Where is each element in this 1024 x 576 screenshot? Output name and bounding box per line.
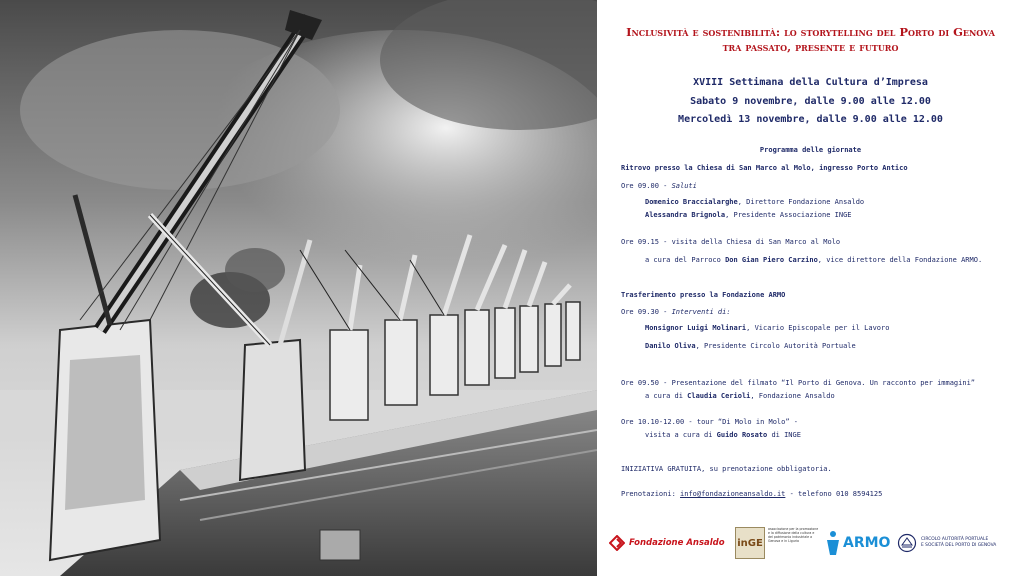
ansaldo-logo-text: Fondazione Ansaldo <box>629 538 725 548</box>
event-dates <box>597 74 1024 130</box>
speaker-molinari: Monsignor Luigi Molinari, Vicario Episcopale per il Lavoro <box>645 324 890 332</box>
session-tour: Ore 10.10-12.00 - tour “Di Molo in Molo” - <box>621 418 799 426</box>
meeting-point: Ritrovo presso la Chiesa di San Marco al Molo, ingresso Porto Antico <box>621 164 908 172</box>
event-title-line2: tra passato, presente e futuro <box>722 40 899 54</box>
armo-figure-icon <box>825 530 841 556</box>
ansaldo-mark-icon <box>609 535 625 551</box>
inge-logo-mark: inGE <box>735 527 765 559</box>
program-heading: Programma delle giornate <box>759 146 862 154</box>
session-greetings: Ore 09.00 - Saluti <box>621 182 697 190</box>
booking-info: Prenotazioni: info@fondazioneansaldo.it - telefono 010 8594125 <box>621 490 883 498</box>
speaker-carzino: a cura del Parroco Don Gian Piero Carzino, vice direttore della Fondazione ARMO. <box>645 256 983 264</box>
circolo-logo-text <box>921 537 996 549</box>
circolo-emblem-icon <box>897 533 917 553</box>
event-date-1: Sabato 9 novembre, dalle 9.00 alle 12.00 <box>690 95 931 107</box>
session-speeches: Ore 09.30 - Interventi di: <box>621 308 731 316</box>
inge-logo-desc: associazione per la promozione e la diffusione della cultura e del patrimonio industriale a Genova e in Liguria <box>768 527 819 543</box>
event-edition: XVIII Settimana della Cultura d’Impresa <box>693 77 928 88</box>
speaker-oliva: Danilo Oliva, Presidente Circolo Autorità Portuale <box>645 342 856 350</box>
speaker-braccialarghe: Domenico Braccialarghe, Direttore Fondazione Ansaldo <box>645 198 865 206</box>
invitation-panel <box>597 0 1024 576</box>
transfer-armo: Trasferimento presso la Fondazione ARMO <box>621 291 786 299</box>
session-film: Ore 09.50 - Presentazione del filmato “Il Porto di Genova. Un racconto per immagini” <box>621 379 976 387</box>
event-title <box>597 25 1024 55</box>
event-title-line1: Inclusività e sostenibilità: lo storytelling del Porto di Genova <box>626 25 995 39</box>
circolo-line1: CIRCOLO AUTORITÀ PORTUALE <box>921 537 989 542</box>
free-entry-note: INIZIATIVA GRATUITA, su prenotazione obbligatoria. <box>621 465 832 473</box>
speaker-cerioli: a cura di Claudia Cerioli, Fondazione Ansaldo <box>645 392 835 400</box>
logo-circolo-autorita-portuale <box>897 526 1017 560</box>
logo-fondazione-ansaldo <box>609 526 727 560</box>
speaker-brignola: Alessandra Brignola, Presidente Associazione INGE <box>645 211 852 219</box>
booking-email-link[interactable]: info@fondazioneansaldo.it <box>680 490 786 498</box>
circolo-line2: E SOCIETÀ DEL PORTO DI GENOVA <box>921 543 997 548</box>
session-church-visit: Ore 09.15 - visita della Chiesa di San Marco al Molo <box>621 238 841 246</box>
speaker-rosato: visita a cura di Guido Rosato di INGE <box>645 431 801 439</box>
logo-armo <box>825 526 891 560</box>
armo-logo-text: ARMO <box>843 535 891 551</box>
logo-inge <box>735 526 821 560</box>
event-date-2: Mercoledì 13 novembre, dalle 9.00 alle 12.00 <box>678 114 943 125</box>
